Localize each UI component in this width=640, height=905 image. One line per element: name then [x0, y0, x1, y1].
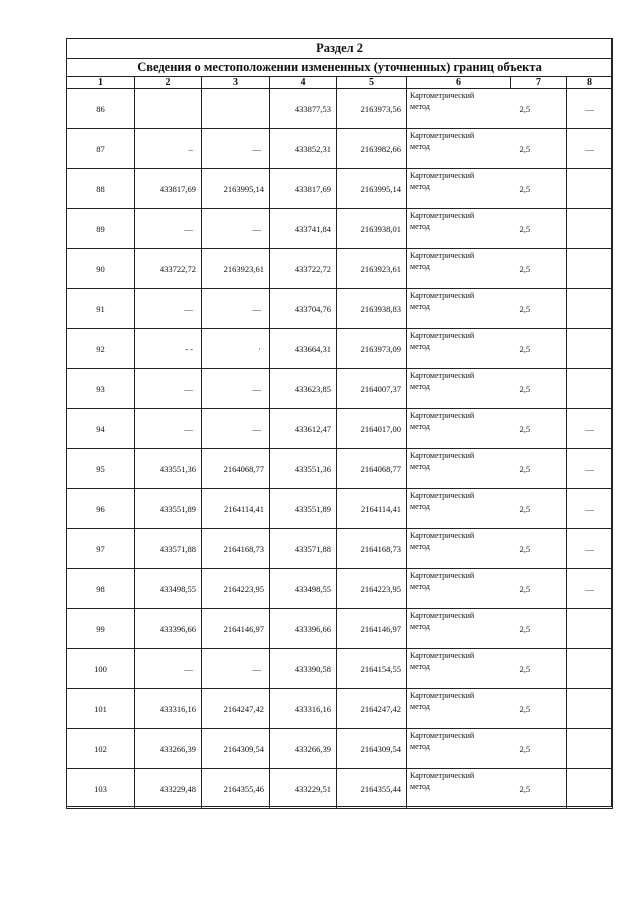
y-existing-cell: —	[202, 409, 270, 449]
method-name-line1: Картометрический	[410, 91, 475, 100]
column-8-cell: —	[567, 529, 613, 569]
y-existing-cell: 2163923,61	[202, 249, 270, 289]
y-existing-cell: —	[202, 369, 270, 409]
column-number: 6	[407, 77, 511, 89]
x-existing-cell: - -	[135, 329, 202, 369]
table-row	[67, 289, 613, 329]
method-cell	[407, 249, 511, 289]
method-name-line1: Картометрический	[410, 731, 475, 740]
method-cell	[407, 769, 511, 809]
method-cell	[407, 649, 511, 689]
method-name-line2: метод	[410, 142, 430, 151]
method-name-line2: метод	[410, 542, 430, 551]
precision-cell: 2,5	[511, 169, 567, 209]
method-name-line1: Картометрический	[410, 451, 475, 460]
table-row	[67, 689, 613, 729]
method-name-line2: метод	[410, 782, 430, 791]
column-number: 3	[202, 77, 270, 89]
column-8-cell	[567, 169, 613, 209]
precision-cell: 2,5	[511, 129, 567, 169]
table-row	[67, 569, 613, 609]
method-name-line2: метод	[410, 342, 430, 351]
method-cell	[407, 449, 511, 489]
y-existing-cell: —	[202, 649, 270, 689]
table-row	[67, 769, 613, 809]
x-existing-cell: —	[135, 409, 202, 449]
point-number-cell: 94	[67, 409, 135, 449]
method-name-line2: метод	[410, 582, 430, 591]
column-number: 8	[567, 77, 613, 89]
method-name-line1: Картометрический	[410, 131, 475, 140]
method-name-line1: Картометрический	[410, 251, 475, 260]
method-name-line2: метод	[410, 382, 430, 391]
point-number-cell: 87	[67, 129, 135, 169]
x-existing-cell: —	[135, 209, 202, 249]
precision-cell: 2,5	[511, 329, 567, 369]
method-cell	[407, 689, 511, 729]
x-existing-cell: 433551,89	[135, 489, 202, 529]
column-number: 1	[67, 77, 135, 89]
column-8-cell	[567, 649, 613, 689]
x-existing-cell: 433229,48	[135, 769, 202, 809]
point-number-cell: 99	[67, 609, 135, 649]
y-refined-cell: 2164355,44	[337, 769, 407, 809]
method-cell	[407, 169, 511, 209]
precision-cell: 2,5	[511, 289, 567, 329]
y-existing-cell: —	[202, 289, 270, 329]
method-name-line2: метод	[410, 182, 430, 191]
y-refined-cell: 2164309,54	[337, 729, 407, 769]
point-number-cell: 92	[67, 329, 135, 369]
x-refined-cell: 433722,72	[270, 249, 337, 289]
x-refined-cell: 433704,76	[270, 289, 337, 329]
column-8-cell	[567, 329, 613, 369]
y-existing-cell	[202, 89, 270, 129]
method-name-line2: метод	[410, 662, 430, 671]
method-name-line1: Картометрический	[410, 211, 475, 220]
column-8-cell	[567, 729, 613, 769]
column-8-cell: —	[567, 569, 613, 609]
method-name-line2: метод	[410, 462, 430, 471]
x-refined-cell: 433229,51	[270, 769, 337, 809]
x-existing-cell: —	[135, 649, 202, 689]
column-8-cell: —	[567, 129, 613, 169]
y-existing-cell: 2164247,42	[202, 689, 270, 729]
column-8-cell	[567, 289, 613, 329]
method-name-line1: Картометрический	[410, 531, 475, 540]
method-name-line2: метод	[410, 742, 430, 751]
method-cell	[407, 409, 511, 449]
method-cell	[407, 329, 511, 369]
y-refined-cell: 2163995,14	[337, 169, 407, 209]
method-name-line1: Картометрический	[410, 331, 475, 340]
subtitle-row	[67, 59, 613, 77]
x-existing-cell	[135, 89, 202, 129]
x-refined-cell: 433316,16	[270, 689, 337, 729]
precision-cell: 2,5	[511, 89, 567, 129]
y-refined-cell: 2163973,56	[337, 89, 407, 129]
method-name-line2: метод	[410, 622, 430, 631]
precision-cell: 2,5	[511, 449, 567, 489]
table-row	[67, 89, 613, 129]
x-refined-cell: 433612,47	[270, 409, 337, 449]
y-existing-cell: 2164146,97	[202, 609, 270, 649]
y-existing-cell: 2164309,54	[202, 729, 270, 769]
y-existing-cell: 2164114,41	[202, 489, 270, 529]
x-existing-cell: 433266,39	[135, 729, 202, 769]
x-refined-cell: 433551,36	[270, 449, 337, 489]
precision-cell: 2,5	[511, 369, 567, 409]
method-name-line2: метод	[410, 262, 430, 271]
table-row	[67, 649, 613, 689]
point-number-cell: 88	[67, 169, 135, 209]
precision-cell: 2,5	[511, 409, 567, 449]
precision-cell: 2,5	[511, 689, 567, 729]
method-cell	[407, 569, 511, 609]
method-name-line2: метод	[410, 502, 430, 511]
y-refined-cell: 2164247,42	[337, 689, 407, 729]
section-title: Раздел 2	[67, 39, 613, 59]
table-row	[67, 609, 613, 649]
method-name-line1: Картометрический	[410, 371, 475, 380]
x-existing-cell: —	[135, 289, 202, 329]
y-refined-cell: 2164168,73	[337, 529, 407, 569]
method-name-line1: Картометрический	[410, 411, 475, 420]
precision-cell: 2,5	[511, 529, 567, 569]
y-existing-cell: 2164068,77	[202, 449, 270, 489]
x-refined-cell: 433852,31	[270, 129, 337, 169]
y-existing-cell: —	[202, 129, 270, 169]
y-refined-cell: 2163973,09	[337, 329, 407, 369]
precision-cell: 2,5	[511, 209, 567, 249]
y-existing-cell: 2164223,95	[202, 569, 270, 609]
x-existing-cell: —	[135, 369, 202, 409]
method-name-line1: Картометрический	[410, 691, 475, 700]
point-number-cell: 91	[67, 289, 135, 329]
y-refined-cell: 2164154,55	[337, 649, 407, 689]
y-existing-cell: 2164355,46	[202, 769, 270, 809]
point-number-cell: 95	[67, 449, 135, 489]
table-row	[67, 209, 613, 249]
table-row	[67, 409, 613, 449]
column-8-cell	[567, 769, 613, 809]
point-number-cell: 93	[67, 369, 135, 409]
y-refined-cell: 2164223,95	[337, 569, 407, 609]
point-number-cell: 100	[67, 649, 135, 689]
method-name-line2: метод	[410, 102, 430, 111]
y-existing-cell: 2163995,14	[202, 169, 270, 209]
method-name-line2: метод	[410, 422, 430, 431]
point-number-cell: 97	[67, 529, 135, 569]
x-existing-cell: 433571,88	[135, 529, 202, 569]
x-refined-cell: 433396,66	[270, 609, 337, 649]
y-existing-cell: ·	[202, 329, 270, 369]
precision-cell: 2,5	[511, 649, 567, 689]
column-8-cell	[567, 249, 613, 289]
column-number: 2	[135, 77, 202, 89]
method-name-line2: метод	[410, 702, 430, 711]
x-refined-cell: 433664,31	[270, 329, 337, 369]
section-title-row	[67, 39, 613, 59]
point-number-cell: 96	[67, 489, 135, 529]
point-number-cell: 98	[67, 569, 135, 609]
column-8-cell: —	[567, 409, 613, 449]
column-8-cell	[567, 609, 613, 649]
x-existing-cell: 433551,36	[135, 449, 202, 489]
point-number-cell: 101	[67, 689, 135, 729]
x-refined-cell: 433571,88	[270, 529, 337, 569]
method-cell	[407, 369, 511, 409]
y-refined-cell: 2164146,97	[337, 609, 407, 649]
x-existing-cell: –	[135, 129, 202, 169]
precision-cell: 2,5	[511, 569, 567, 609]
method-name-line2: метод	[410, 302, 430, 311]
method-name-line1: Картометрический	[410, 491, 475, 500]
column-number-row	[67, 77, 613, 89]
precision-cell: 2,5	[511, 489, 567, 529]
table-row	[67, 369, 613, 409]
precision-cell: 2,5	[511, 769, 567, 809]
y-refined-cell: 2163938,83	[337, 289, 407, 329]
table-row	[67, 129, 613, 169]
method-name-line2: метод	[410, 222, 430, 231]
method-cell	[407, 489, 511, 529]
table-subtitle: Сведения о местоположении измененных (уточненных) границ объекта	[67, 59, 613, 77]
method-cell	[407, 89, 511, 129]
x-existing-cell: 433396,66	[135, 609, 202, 649]
x-existing-cell: 433722,72	[135, 249, 202, 289]
column-number: 4	[270, 77, 337, 89]
method-cell	[407, 129, 511, 169]
y-refined-cell: 2164007,37	[337, 369, 407, 409]
point-number-cell: 103	[67, 769, 135, 809]
table-row	[67, 249, 613, 289]
method-cell	[407, 609, 511, 649]
method-cell	[407, 289, 511, 329]
x-existing-cell: 433316,16	[135, 689, 202, 729]
column-8-cell: —	[567, 89, 613, 129]
boundary-coordinates-table	[66, 38, 613, 809]
column-8-cell	[567, 689, 613, 729]
x-existing-cell: 433817,69	[135, 169, 202, 209]
y-refined-cell: 2163938,01	[337, 209, 407, 249]
precision-cell: 2,5	[511, 609, 567, 649]
method-name-line1: Картометрический	[410, 651, 475, 660]
method-cell	[407, 729, 511, 769]
x-refined-cell: 433623,85	[270, 369, 337, 409]
column-number: 7	[511, 77, 567, 89]
column-number: 5	[337, 77, 407, 89]
y-refined-cell: 2164068,77	[337, 449, 407, 489]
method-name-line1: Картометрический	[410, 611, 475, 620]
x-refined-cell: 433741,84	[270, 209, 337, 249]
x-refined-cell: 433817,69	[270, 169, 337, 209]
method-name-line1: Картометрический	[410, 571, 475, 580]
method-name-line1: Картометрический	[410, 771, 475, 780]
table-row	[67, 729, 613, 769]
y-refined-cell: 2163923,61	[337, 249, 407, 289]
table-row	[67, 489, 613, 529]
y-refined-cell: 2163982,66	[337, 129, 407, 169]
method-cell	[407, 209, 511, 249]
y-refined-cell: 2164017,00	[337, 409, 407, 449]
method-name-line1: Картометрический	[410, 291, 475, 300]
table-row	[67, 169, 613, 209]
table-row	[67, 529, 613, 569]
point-number-cell: 90	[67, 249, 135, 289]
point-number-cell: 89	[67, 209, 135, 249]
x-refined-cell: 433390,58	[270, 649, 337, 689]
x-refined-cell: 433266,39	[270, 729, 337, 769]
table-row	[67, 449, 613, 489]
method-name-line1: Картометрический	[410, 171, 475, 180]
y-existing-cell: 2164168,73	[202, 529, 270, 569]
y-refined-cell: 2164114,41	[337, 489, 407, 529]
precision-cell: 2,5	[511, 729, 567, 769]
precision-cell: 2,5	[511, 249, 567, 289]
column-8-cell	[567, 209, 613, 249]
column-8-cell: —	[567, 489, 613, 529]
column-8-cell	[567, 369, 613, 409]
x-refined-cell: 433551,89	[270, 489, 337, 529]
table-row	[67, 329, 613, 369]
point-number-cell: 102	[67, 729, 135, 769]
x-refined-cell: 433498,55	[270, 569, 337, 609]
point-number-cell: 86	[67, 89, 135, 129]
x-existing-cell: 433498,55	[135, 569, 202, 609]
method-cell	[407, 529, 511, 569]
column-8-cell: —	[567, 449, 613, 489]
x-refined-cell: 433877,53	[270, 89, 337, 129]
y-existing-cell: —	[202, 209, 270, 249]
